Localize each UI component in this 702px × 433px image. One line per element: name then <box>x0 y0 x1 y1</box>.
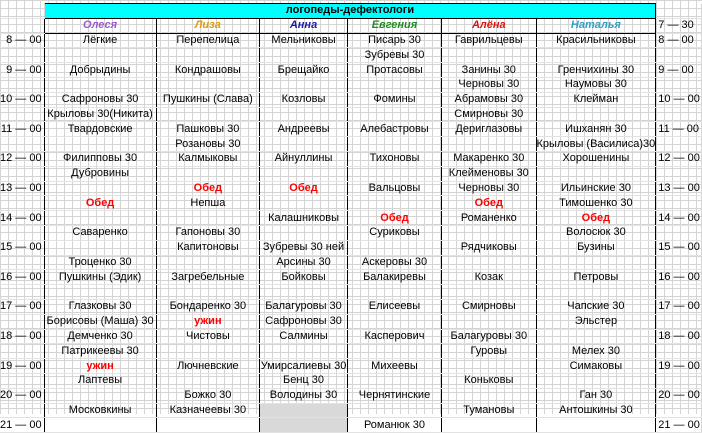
appointment-cell[interactable]: Аскеровы 30 <box>347 255 441 270</box>
right-time-label: 20 — 00 <box>656 388 702 403</box>
time-label: 12 — 00 <box>0 151 44 166</box>
appointment-cell[interactable]: Красильниковы <box>536 33 656 48</box>
appointment-cell[interactable]: Касперович <box>347 329 441 344</box>
appointment-cell[interactable]: Обед <box>347 211 441 226</box>
appointment-cell[interactable]: Смирновы <box>442 299 536 314</box>
right-time-label: 18 — 00 <box>656 329 702 344</box>
appointment-cell[interactable]: Гренчихины 30 <box>536 63 656 78</box>
appointment-cell[interactable] <box>260 196 348 211</box>
appointment-cell[interactable]: Балагуровы 30 <box>260 299 348 314</box>
appointment-cell[interactable]: Макаренко 30 <box>442 151 536 166</box>
time-label: 18 — 00 <box>0 329 44 344</box>
appointment-cell[interactable]: Писарь 30 <box>347 33 441 48</box>
right-time-label <box>656 255 702 270</box>
specialist-header[interactable]: Наталья <box>536 18 656 33</box>
appointment-cell[interactable] <box>156 344 260 359</box>
appointment-cell[interactable] <box>156 107 260 122</box>
appointment-cell[interactable]: Айнуллины <box>260 151 348 166</box>
appointment-cell[interactable]: Михеевы <box>347 359 441 374</box>
right-time-label <box>656 166 702 181</box>
appointment-cell[interactable]: Мельниковы <box>260 33 348 48</box>
appointment-cell[interactable] <box>442 388 536 403</box>
appointment-cell[interactable]: Салмины <box>260 329 348 344</box>
appointment-cell[interactable] <box>536 255 656 270</box>
appointment-cell[interactable] <box>260 77 348 92</box>
time-label <box>0 255 44 270</box>
right-time-label: 9 — 00 <box>656 63 702 78</box>
appointment-cell[interactable] <box>442 137 536 152</box>
appointment-cell[interactable]: Капитоновы <box>156 240 260 255</box>
appointment-cell[interactable] <box>156 166 260 181</box>
right-time-label <box>656 373 702 388</box>
schedule-row <box>0 107 702 122</box>
time-label: 20 — 00 <box>0 388 44 403</box>
appointment-cell[interactable] <box>260 344 348 359</box>
time-label: 21 — 00 <box>0 418 44 433</box>
specialist-header[interactable]: Олеся <box>44 18 156 33</box>
schedule-row <box>0 359 702 374</box>
schedule-row <box>0 48 702 63</box>
appointment-cell[interactable] <box>536 418 656 433</box>
time-label <box>0 403 44 418</box>
appointment-cell[interactable]: Суриковы <box>347 225 441 240</box>
appointment-cell[interactable] <box>156 255 260 270</box>
right-time-label: 12 — 00 <box>656 151 702 166</box>
appointment-cell[interactable]: Фомины <box>347 92 441 107</box>
appointment-cell[interactable]: Демченко 30 <box>44 329 156 344</box>
appointment-cell[interactable] <box>260 418 348 433</box>
appointment-cell[interactable]: Бондаренко 30 <box>156 299 260 314</box>
right-time-label: 14 — 00 <box>656 211 702 226</box>
right-time-label <box>656 107 702 122</box>
appointment-cell[interactable] <box>347 344 441 359</box>
appointment-cell[interactable] <box>44 77 156 92</box>
time-label: 15 — 00 <box>0 240 44 255</box>
schedule-row <box>0 77 702 92</box>
appointment-cell[interactable]: Крыловы 30(Никита) <box>44 107 156 122</box>
time-label <box>0 373 44 388</box>
right-time-label <box>656 196 702 211</box>
schedule-row <box>0 388 702 403</box>
specialist-header[interactable]: Лиза <box>156 18 260 33</box>
appointment-cell[interactable]: Волосюк 30 <box>536 225 656 240</box>
appointment-cell[interactable]: Володины 30 <box>260 388 348 403</box>
appointment-cell[interactable]: Кондрашовы <box>156 63 260 78</box>
appointment-cell[interactable]: Хорошенины <box>536 151 656 166</box>
appointment-cell[interactable]: Эльстер <box>536 314 656 329</box>
schedule-row <box>0 314 702 329</box>
specialist-header[interactable]: Алёна <box>442 18 536 33</box>
appointment-cell[interactable]: Обед <box>156 181 260 196</box>
appointment-cell[interactable]: Филипповы 30 <box>44 151 156 166</box>
appointment-cell[interactable] <box>347 166 441 181</box>
time-label: 17 — 00 <box>0 299 44 314</box>
appointment-cell[interactable]: Балакиревы <box>347 270 441 285</box>
appointment-cell[interactable]: Гаврильцевы <box>442 33 536 48</box>
right-time-label: 10 — 00 <box>656 92 702 107</box>
appointment-cell[interactable]: Алебастровы <box>347 122 441 137</box>
appointment-cell[interactable]: Черновы 30 <box>442 77 536 92</box>
right-time-label <box>656 403 702 418</box>
appointment-cell[interactable]: Клейман <box>536 92 656 107</box>
appointment-cell[interactable]: Лючневские <box>156 359 260 374</box>
specialist-header[interactable]: Евгения <box>347 18 441 33</box>
appointment-cell[interactable]: Непша <box>156 196 260 211</box>
time-label <box>0 344 44 359</box>
appointment-cell[interactable]: Крыловы (Василиса)30 <box>536 137 656 150</box>
appointment-cell[interactable]: Черновы 30 <box>442 181 536 196</box>
appointment-cell[interactable]: Саваренко <box>44 225 156 240</box>
right-time-label <box>656 314 702 329</box>
appointment-cell[interactable]: Зубревы 30 ней <box>260 240 348 255</box>
appointment-cell[interactable]: ужин <box>44 359 156 374</box>
time-label <box>0 137 44 152</box>
time-label <box>0 166 44 181</box>
appointment-cell[interactable]: Чистовы <box>156 329 260 344</box>
appointment-cell[interactable]: Троценко 30 <box>44 255 156 270</box>
appointment-cell[interactable]: Абрамовы 30 <box>442 92 536 107</box>
right-time-label: 16 — 00 <box>656 270 702 285</box>
appointment-cell[interactable]: Протасовы <box>347 63 441 78</box>
appointment-cell[interactable]: Козловы <box>260 92 348 107</box>
appointment-cell[interactable]: Брещайко <box>260 63 348 78</box>
time-label <box>0 48 44 63</box>
appointment-cell[interactable]: Глазковы 30 <box>44 299 156 314</box>
appointment-cell[interactable]: Смирновы 30 <box>442 107 536 122</box>
appointment-cell[interactable] <box>347 373 441 388</box>
appointment-cell[interactable]: Антошкины 30 <box>536 403 656 418</box>
appointment-cell[interactable]: Обед <box>536 211 656 226</box>
appointment-cell[interactable] <box>347 196 441 211</box>
appointment-cell[interactable]: Романенко <box>442 211 536 226</box>
right-time-label: 21 — 00 <box>656 418 702 433</box>
appointment-cell[interactable]: Чернятинские <box>347 388 441 403</box>
right-time-label: 11 — 00 <box>656 122 702 137</box>
appointment-cell[interactable]: Зубревы 30 <box>347 48 441 63</box>
appointment-cell[interactable]: Московкины <box>44 403 156 418</box>
appointment-cell[interactable]: Борисовы (Маша) 30 <box>44 314 156 329</box>
appointment-cell[interactable]: Романюк 30 <box>347 418 441 433</box>
appointment-cell[interactable] <box>44 240 156 255</box>
schedule-row <box>0 137 702 152</box>
header-row <box>0 18 702 33</box>
time-label: 8 — 00 <box>0 33 44 48</box>
appointment-cell[interactable]: Пашковы 30 <box>156 122 260 137</box>
schedule-row <box>0 240 702 255</box>
appointment-cell[interactable] <box>442 285 536 300</box>
right-time-label <box>656 225 702 240</box>
appointment-cell[interactable]: Наумовы 30 <box>536 77 656 92</box>
appointment-cell[interactable]: Вальцовы <box>347 181 441 196</box>
appointment-cell[interactable] <box>442 255 536 270</box>
appointment-cell[interactable] <box>156 48 260 63</box>
appointment-cell[interactable]: Арсины 30 <box>260 255 348 270</box>
right-time-label <box>656 137 702 152</box>
appointment-cell[interactable] <box>347 240 441 255</box>
schedule-row <box>0 403 702 418</box>
schedule-row <box>0 181 702 196</box>
right-time-label <box>656 48 702 63</box>
time-header-cell <box>0 18 44 33</box>
appointment-cell[interactable]: Ильинские 30 <box>536 181 656 196</box>
right-time-label: 17 — 00 <box>656 299 702 314</box>
appointment-cell[interactable] <box>442 418 536 433</box>
appointment-cell[interactable]: Калашниковы <box>260 211 348 226</box>
appointment-cell[interactable]: Петровы <box>536 270 656 285</box>
appointment-cell[interactable]: Перепелица <box>156 33 260 48</box>
schedule-row <box>0 211 702 226</box>
appointment-cell[interactable] <box>260 225 348 240</box>
appointment-cell[interactable] <box>44 285 156 300</box>
appointment-cell[interactable] <box>44 48 156 63</box>
appointment-cell[interactable]: Симаковы <box>536 359 656 374</box>
appointment-cell[interactable]: Пушкины (Эдик) <box>44 270 156 285</box>
appointment-cell[interactable]: Тимошенко 30 <box>536 196 656 211</box>
appointment-cell[interactable] <box>156 373 260 388</box>
time-label: 11 — 00 <box>0 122 44 137</box>
appointment-cell[interactable]: Обед <box>44 196 156 211</box>
appointment-cell[interactable]: Козак <box>442 270 536 285</box>
appointment-cell[interactable] <box>260 48 348 63</box>
appointment-cell[interactable] <box>442 359 536 374</box>
schedule-row <box>0 270 702 285</box>
schedule-row <box>0 63 702 78</box>
right-time-label <box>656 344 702 359</box>
appointment-cell[interactable]: Ган 30 <box>536 388 656 403</box>
appointment-cell[interactable] <box>536 48 656 63</box>
schedule-row <box>0 418 702 433</box>
appointment-cell[interactable]: Загребельные <box>156 270 260 285</box>
appointment-cell[interactable]: Умирсалиевы 30 <box>260 359 347 372</box>
schedule-row <box>0 166 702 181</box>
time-label <box>0 107 44 122</box>
appointment-cell[interactable] <box>44 418 156 433</box>
schedule-row <box>0 329 702 344</box>
appointment-cell[interactable] <box>156 418 260 433</box>
schedule-row <box>0 33 702 48</box>
time-label: 19 — 00 <box>0 359 44 374</box>
appointment-cell[interactable]: Мелех 30 <box>536 344 656 359</box>
appointment-cell[interactable] <box>44 181 156 196</box>
appointment-cell[interactable] <box>260 403 348 418</box>
corner-cell-right <box>656 4 702 19</box>
appointment-cell[interactable] <box>536 373 656 388</box>
specialist-header[interactable]: Анна <box>260 18 348 33</box>
appointment-cell[interactable]: Обед <box>260 181 348 196</box>
schedule-row <box>0 373 702 388</box>
schedule-row <box>0 122 702 137</box>
time-label: 14 — 00 <box>0 211 44 226</box>
time-label <box>0 225 44 240</box>
schedule-row <box>0 299 702 314</box>
time-label: 9 — 00 <box>0 63 44 78</box>
appointment-cell[interactable]: Занины 30 <box>442 63 536 78</box>
appointment-cell[interactable]: Рядчиковы <box>442 240 536 255</box>
appointment-cell[interactable]: Сафроновы 30 <box>260 314 348 329</box>
appointment-cell[interactable] <box>156 285 260 300</box>
appointment-cell[interactable] <box>44 388 156 403</box>
right-time-label: 7 — 30 <box>656 18 702 33</box>
appointment-cell[interactable]: Лаптевы <box>44 373 156 388</box>
appointment-cell[interactable]: Обед <box>442 196 536 211</box>
schedule-row <box>0 255 702 270</box>
appointment-cell[interactable]: Бенц 30 <box>260 373 348 388</box>
right-time-label: 8 — 00 <box>656 33 702 48</box>
appointment-cell[interactable]: Балагуровы 30 <box>442 329 536 344</box>
appointment-cell[interactable] <box>442 225 536 240</box>
schedule-row <box>0 344 702 359</box>
title-row <box>0 4 702 19</box>
appointment-cell[interactable] <box>536 107 656 122</box>
appointment-cell[interactable]: Коньковы <box>442 373 536 388</box>
appointment-cell[interactable]: Калмыковы <box>156 151 260 166</box>
schedule-row <box>0 92 702 107</box>
appointment-cell[interactable]: Чапские 30 <box>536 299 656 314</box>
right-time-label: 13 — 00 <box>656 181 702 196</box>
appointment-cell[interactable] <box>156 211 260 226</box>
appointment-cell[interactable]: Тумановы <box>442 403 536 418</box>
time-label <box>0 285 44 300</box>
right-time-label <box>656 285 702 300</box>
appointment-cell[interactable]: Розановы 30 <box>156 137 260 152</box>
time-label: 10 — 00 <box>0 92 44 107</box>
appointment-cell[interactable] <box>347 77 441 92</box>
appointment-cell[interactable] <box>260 137 348 152</box>
appointment-cell[interactable]: Елисеевы <box>347 299 441 314</box>
appointment-cell[interactable]: Лёгкие <box>44 33 156 48</box>
time-label <box>0 196 44 211</box>
appointment-cell[interactable]: Бойковы <box>260 270 348 285</box>
appointment-cell[interactable] <box>260 107 348 122</box>
time-label: 13 — 00 <box>0 181 44 196</box>
schedule-row <box>0 225 702 240</box>
appointment-cell[interactable]: Казначеевы 30 <box>156 403 260 418</box>
time-label: 16 — 00 <box>0 270 44 285</box>
appointment-cell[interactable] <box>260 285 348 300</box>
appointment-cell[interactable] <box>347 285 441 300</box>
appointment-cell[interactable] <box>442 48 536 63</box>
appointment-cell[interactable]: Пушкины (Слава) <box>156 92 260 107</box>
appointment-cell[interactable]: Божко 30 <box>156 388 260 403</box>
appointment-cell[interactable] <box>347 314 441 329</box>
sheet-title[interactable]: логопеды-дефектологи <box>44 4 656 19</box>
appointment-cell[interactable]: Дубровины <box>44 166 156 181</box>
appointment-cell[interactable]: Гапоновы 30 <box>156 225 260 240</box>
appointment-cell[interactable] <box>536 329 656 344</box>
appointment-cell[interactable]: Бузины <box>536 240 656 255</box>
appointment-cell[interactable]: Сафроновы 30 <box>44 92 156 107</box>
schedule-row <box>0 285 702 300</box>
appointment-cell[interactable]: Гуровы <box>442 344 536 359</box>
appointment-cell[interactable] <box>347 403 441 418</box>
appointment-cell[interactable] <box>442 314 536 329</box>
appointment-cell[interactable]: Дериглазовы <box>442 122 536 137</box>
time-label <box>0 77 44 92</box>
appointment-cell[interactable]: Андреевы <box>260 122 348 137</box>
time-label <box>0 314 44 329</box>
schedule-row <box>0 196 702 211</box>
appointment-cell[interactable] <box>156 77 260 92</box>
appointment-cell[interactable] <box>44 137 156 152</box>
appointment-cell[interactable]: Патрикеевы 30 <box>44 344 156 359</box>
appointment-cell[interactable]: Тихоновы <box>347 151 441 166</box>
appointment-cell[interactable]: Добрыдины <box>44 63 156 78</box>
corner-cell <box>0 4 44 19</box>
appointment-cell[interactable] <box>347 107 441 122</box>
appointment-cell[interactable]: Клейменовы 30 <box>442 166 536 181</box>
schedule-row <box>0 151 702 166</box>
appointment-cell[interactable]: ужин <box>156 314 260 329</box>
appointment-cell[interactable]: Ишханян 30 <box>536 122 656 137</box>
appointment-cell[interactable] <box>44 211 156 226</box>
appointment-cell[interactable] <box>536 166 656 181</box>
appointment-cell[interactable] <box>347 137 441 152</box>
right-time-label <box>656 77 702 92</box>
schedule-table <box>0 3 702 433</box>
appointment-cell[interactable]: Твардовские <box>44 122 156 137</box>
right-time-label: 19 — 00 <box>656 359 702 374</box>
appointment-cell[interactable] <box>536 285 656 300</box>
appointment-cell[interactable] <box>260 166 348 181</box>
right-time-label: 15 — 00 <box>656 240 702 255</box>
